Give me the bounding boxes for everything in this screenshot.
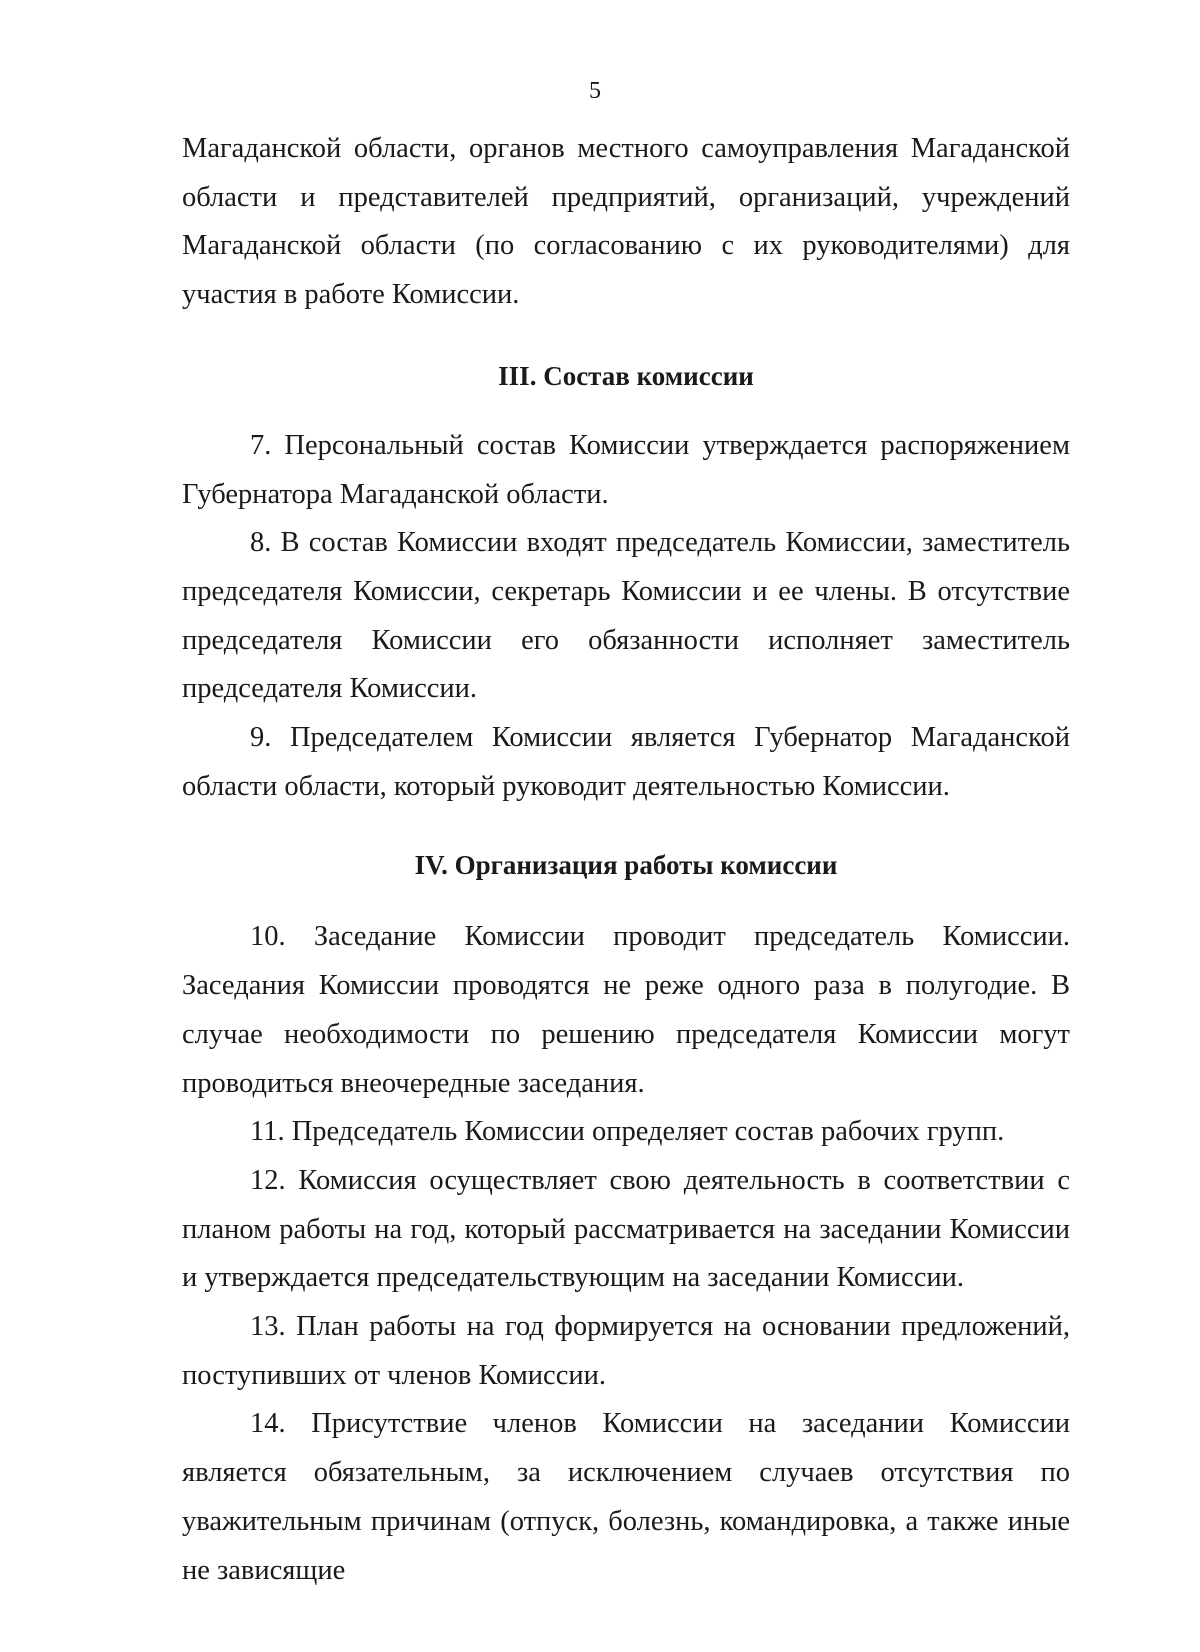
paragraph-9: 9. Председателем Комиссии является Губернатор Магаданской области области, который руководит деятельностью Комиссии. bbox=[182, 722, 1070, 802]
paragraph-14: 14. Присутствие членов Комиссии на заседании Комиссии является обязательным, за исключением случаев отсутствия по уважительным причинам (отпуск, болезнь, командировка, а также иные не зависящие bbox=[182, 1408, 1070, 1586]
page-number: 5 bbox=[589, 78, 601, 104]
paragraph-13: 13. План работы на год формируется на основании предложений, поступивших от членов Комиссии. bbox=[182, 1311, 1070, 1391]
document-body bbox=[182, 125, 1070, 1595]
intro-paragraph: Магаданской области, органов местного самоуправления Магаданской области и представителей предприятий, организаций, учреждений Магаданской области (по согласованию с их руководителями) для участия в работе Комиссии. bbox=[182, 133, 1070, 311]
paragraph-7: 7. Персональный состав Комиссии утверждается распоряжением Губернатора Магаданской области. bbox=[182, 429, 1070, 510]
section-3-heading: III. Состав комиссии bbox=[498, 360, 754, 391]
paragraph-11: 11. Председатель Комиссии определяет состав рабочих групп. bbox=[250, 1116, 1005, 1148]
section-4-heading: IV. Организация работы комиссии bbox=[414, 850, 838, 881]
paragraph-8: 8. В состав Комиссии входят председатель Комиссии, заместитель председателя Комиссии, секретарь Комиссии и ее члены. В отсутствие председателя Комиссии его обязанности исполняет заместитель председателя Комиссии. bbox=[182, 527, 1070, 705]
paragraph-10: 10. Заседание Комиссии проводит председатель Комиссии. Заседания Комиссии проводятся не реже одного раза в полугодие. В случае необходимости по решению председателя Комиссии могут проводиться внеочередные заседания. bbox=[182, 921, 1070, 1099]
paragraph-12: 12. Комиссия осуществляет свою деятельность в соответствии с планом работы на год, который рассматривается на заседании Комиссии и утверждается председательствующим на заседании Комиссии. bbox=[182, 1164, 1070, 1294]
